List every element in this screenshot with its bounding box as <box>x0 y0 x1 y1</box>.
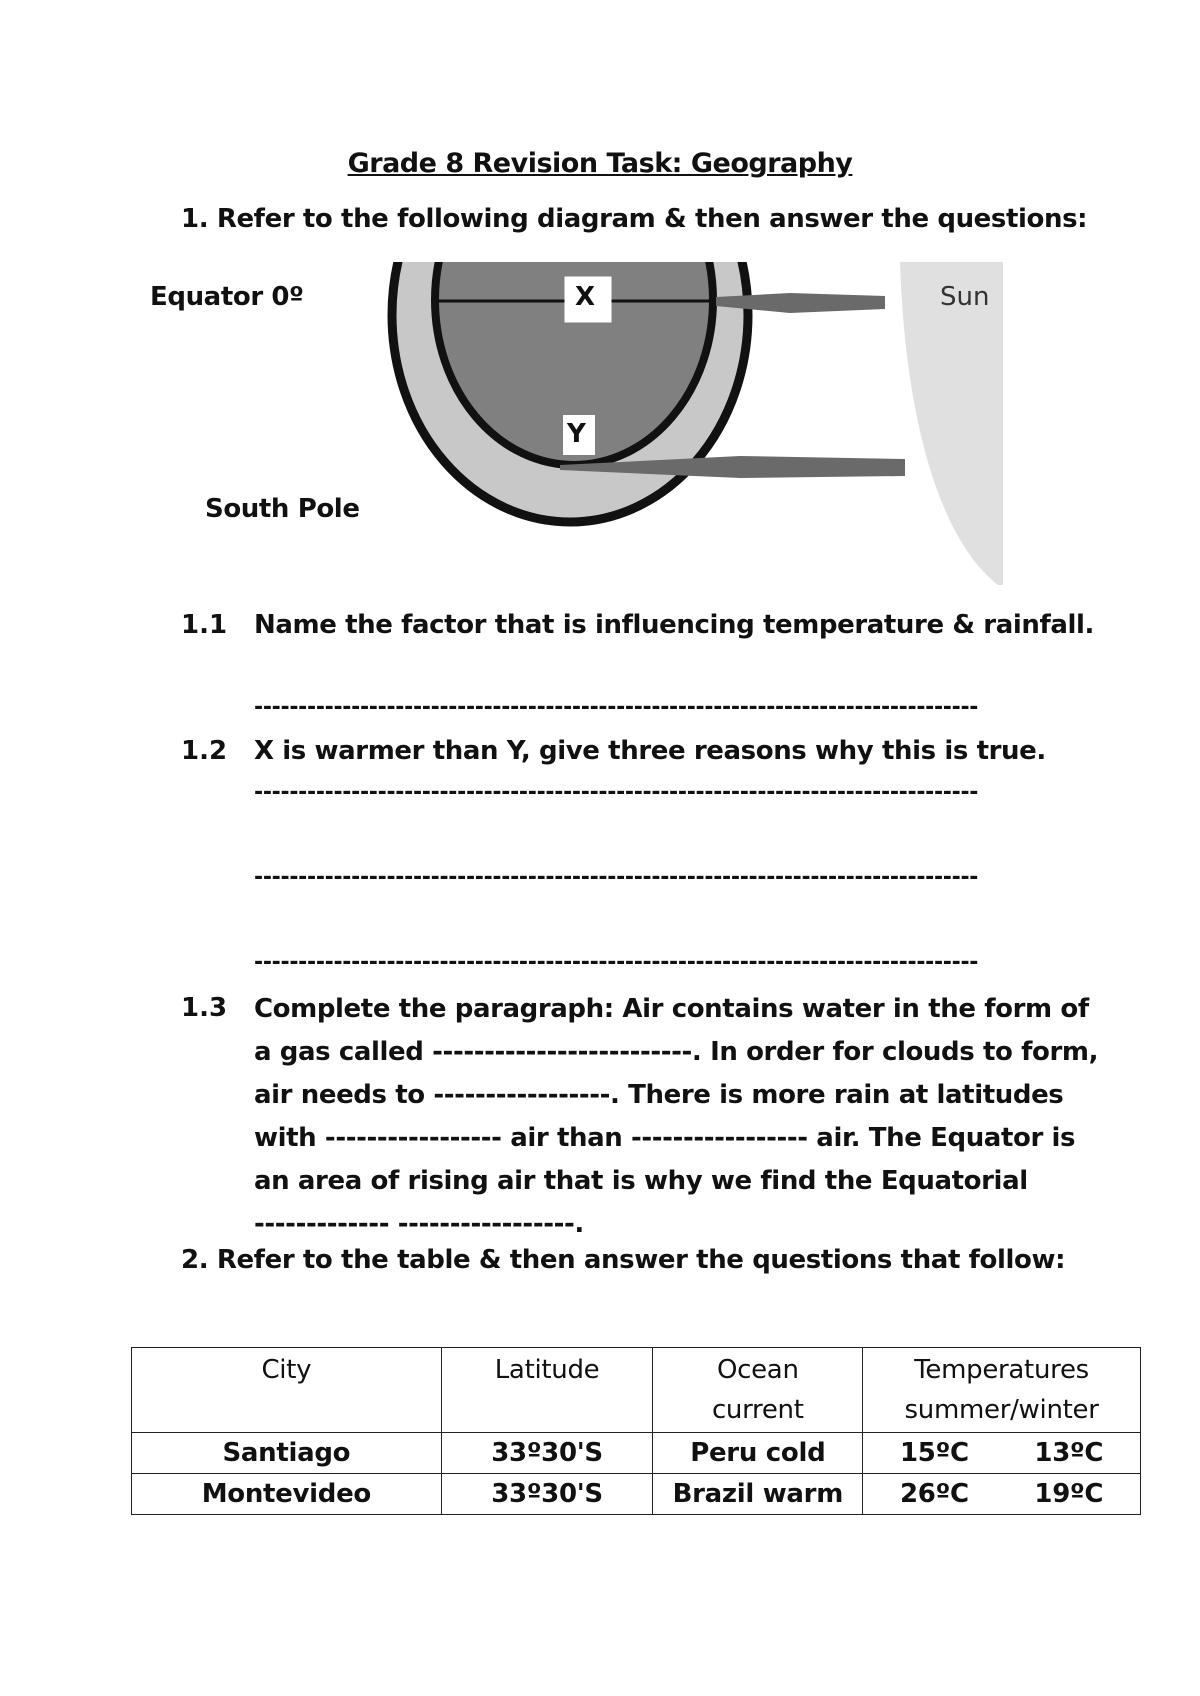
paragraph-line: a gas called -------------------------. In order for clouds to form, <box>254 1037 1099 1067</box>
point-y-label: Y <box>567 419 586 449</box>
question-1-2-number: 1.2 <box>181 736 228 766</box>
table-header-row <box>132 1348 1141 1433</box>
header-ocean-line-2: current <box>711 1395 804 1425</box>
header-latitude: Latitude <box>441 1348 653 1433</box>
answer-line-1-2-a[interactable]: ---------------------------------------------------------------------------------- <box>254 780 979 805</box>
question-1-1-number: 1.1 <box>181 610 228 640</box>
cell-city: Santiago <box>132 1433 442 1474</box>
table-row <box>132 1433 1141 1474</box>
answer-line-1-1[interactable]: ---------------------------------------------------------------------------------- <box>254 695 979 720</box>
earth-sun-diagram <box>0 0 1200 600</box>
question-1-1-text: Name the factor that is influencing temperature & rainfall. <box>254 610 1095 640</box>
cell-latitude: 33º30'S <box>441 1474 653 1515</box>
header-temp-line-2: summer/winter <box>904 1395 1099 1425</box>
cell-winter-temp: 19ºC <box>1034 1479 1104 1509</box>
header-ocean-line-1: Ocean <box>716 1355 799 1385</box>
answer-line-1-2-b[interactable]: ---------------------------------------------------------------------------------- <box>254 865 979 890</box>
cell-summer-temp: 15ºC <box>900 1438 969 1468</box>
question-1-2-text: X is warmer than Y, give three reasons why this is true. <box>254 736 1046 766</box>
header-ocean-current <box>653 1348 863 1433</box>
page-title: Grade 8 Revision Task: Geography <box>347 148 853 179</box>
cell-temperatures <box>863 1433 1141 1474</box>
question-1-text: Refer to the following diagram & then answer the questions: <box>216 204 1088 234</box>
cell-latitude: 33º30'S <box>441 1433 653 1474</box>
sun-label: Sun <box>940 282 990 312</box>
paragraph-line: Complete the paragraph: Air contains water in the form of <box>254 994 1089 1024</box>
cell-current: Brazil warm <box>653 1474 863 1515</box>
question-1-3-number: 1.3 <box>181 993 228 1023</box>
question-2-text: Refer to the table & then answer the questions that follow: <box>216 1245 1066 1275</box>
table-row <box>132 1474 1141 1515</box>
equator-label: Equator 0º <box>150 282 304 312</box>
south-pole-label: South Pole <box>205 494 360 524</box>
climate-table <box>131 1347 1141 1515</box>
paragraph-line: an area of rising air that is why we find the Equatorial <box>254 1166 1028 1196</box>
question-1-number: 1. <box>181 204 209 234</box>
header-temp-line-1: Temperatures <box>914 1355 1089 1385</box>
question-1-3-paragraph <box>254 988 1099 1246</box>
header-city: City <box>132 1348 442 1433</box>
question-2-number: 2. <box>181 1245 209 1275</box>
paragraph-line: with ----------------- air than ----------------- air. The Equator is <box>254 1123 1076 1153</box>
paragraph-line: air needs to -----------------. There is more rain at latitudes <box>254 1080 1064 1110</box>
cell-current: Peru cold <box>653 1433 863 1474</box>
question-2-heading <box>181 1245 1065 1275</box>
header-temperatures <box>863 1348 1141 1433</box>
cell-city: Montevideo <box>132 1474 442 1515</box>
answer-line-1-2-c[interactable]: ---------------------------------------------------------------------------------- <box>254 950 979 975</box>
point-x-label: X <box>575 282 595 312</box>
cell-temperatures <box>863 1474 1141 1515</box>
cell-summer-temp: 26ºC <box>900 1479 969 1509</box>
cell-winter-temp: 13ºC <box>1034 1438 1104 1468</box>
paragraph-line: ------------- -----------------. <box>254 1209 584 1239</box>
